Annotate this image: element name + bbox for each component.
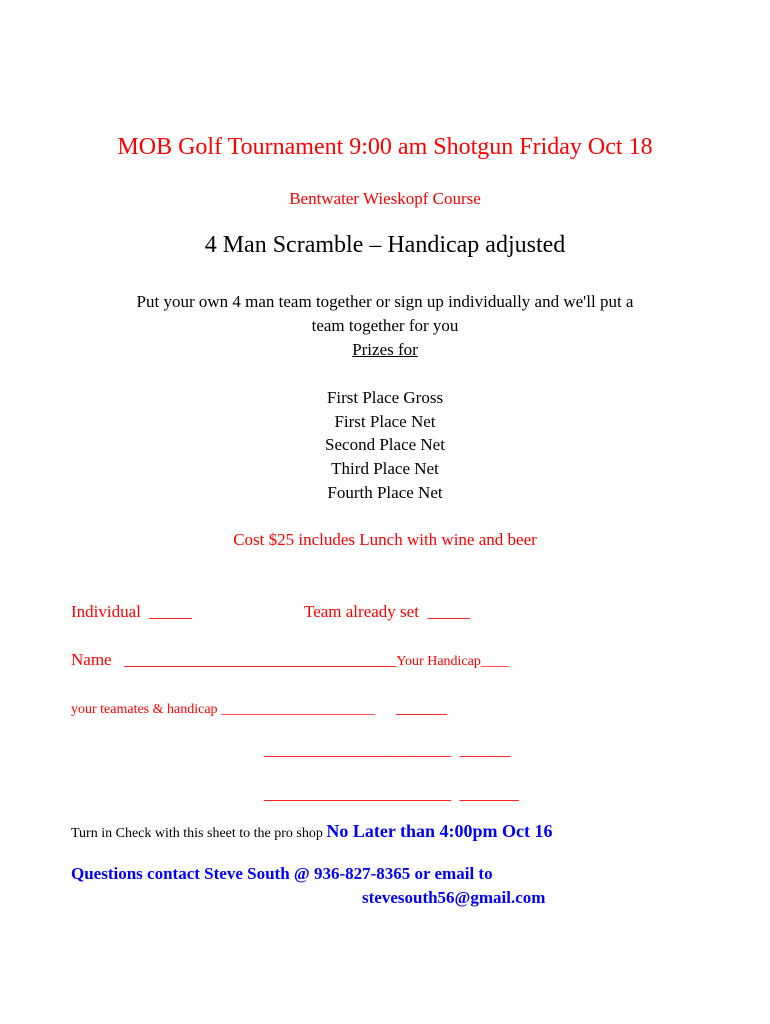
prize-item: Third Place Net bbox=[331, 459, 439, 478]
individual-field[interactable] bbox=[71, 602, 192, 622]
turn-in-line bbox=[71, 821, 553, 842]
teammates-label: your teamates & handicap bbox=[71, 702, 218, 717]
deadline-text: No Later than 4:00pm Oct 16 bbox=[326, 821, 553, 841]
individual-label: Individual bbox=[71, 602, 141, 621]
teammates-row[interactable] bbox=[264, 740, 511, 760]
handicap-field[interactable]: Your Handicap____ bbox=[396, 654, 509, 669]
teammates-row[interactable] bbox=[71, 698, 447, 718]
intro-line-1: Put your own 4 man team together or sign up individually and we'll put a bbox=[136, 292, 634, 311]
cost-line: Cost $25 includes Lunch with wine and beer bbox=[233, 530, 537, 549]
teammate-handicap-blank[interactable]: _______ bbox=[459, 784, 519, 803]
contact-line-1: Questions contact Steve South @ 936-827-8365 or email to bbox=[71, 864, 493, 883]
prize-item: First Place Net bbox=[334, 412, 436, 431]
team-set-blank[interactable]: _____ bbox=[427, 602, 470, 621]
format-heading: 4 Man Scramble – Handicap adjusted bbox=[204, 232, 566, 258]
team-set-label: Team already set bbox=[304, 602, 419, 621]
teammate-handicap-blank[interactable]: ______ bbox=[396, 698, 448, 717]
name-label: Name bbox=[71, 650, 112, 669]
name-blank[interactable]: ________________________________ bbox=[124, 650, 397, 669]
prize-item: First Place Gross bbox=[326, 388, 444, 407]
teammate-name-blank[interactable]: ______________________ bbox=[264, 784, 451, 803]
teammate-handicap-blank[interactable]: ______ bbox=[459, 740, 511, 759]
intro-line-2: team together for you bbox=[311, 316, 459, 335]
teammates-row[interactable] bbox=[264, 784, 519, 804]
prize-item: Second Place Net bbox=[325, 435, 445, 454]
turn-in-text: Turn in Check with this sheet to the pro shop bbox=[71, 826, 323, 841]
teammate-name-blank[interactable]: ______________________ bbox=[264, 740, 451, 759]
teammate-name-blank[interactable]: ______________________ bbox=[221, 702, 376, 717]
individual-blank[interactable]: _____ bbox=[149, 602, 192, 621]
team-set-field[interactable] bbox=[304, 602, 470, 622]
course-name: Bentwater Wieskopf Course bbox=[289, 189, 481, 208]
page-title: MOB Golf Tournament 9:00 am Shotgun Friday Oct 18 bbox=[117, 134, 653, 160]
prizes-heading bbox=[0, 340, 770, 360]
contact-email[interactable]: stevesouth56@gmail.com bbox=[362, 888, 546, 907]
name-field[interactable] bbox=[71, 650, 509, 670]
prize-item: Fourth Place Net bbox=[327, 483, 443, 502]
prizes-heading-text: Prizes for bbox=[352, 340, 418, 359]
